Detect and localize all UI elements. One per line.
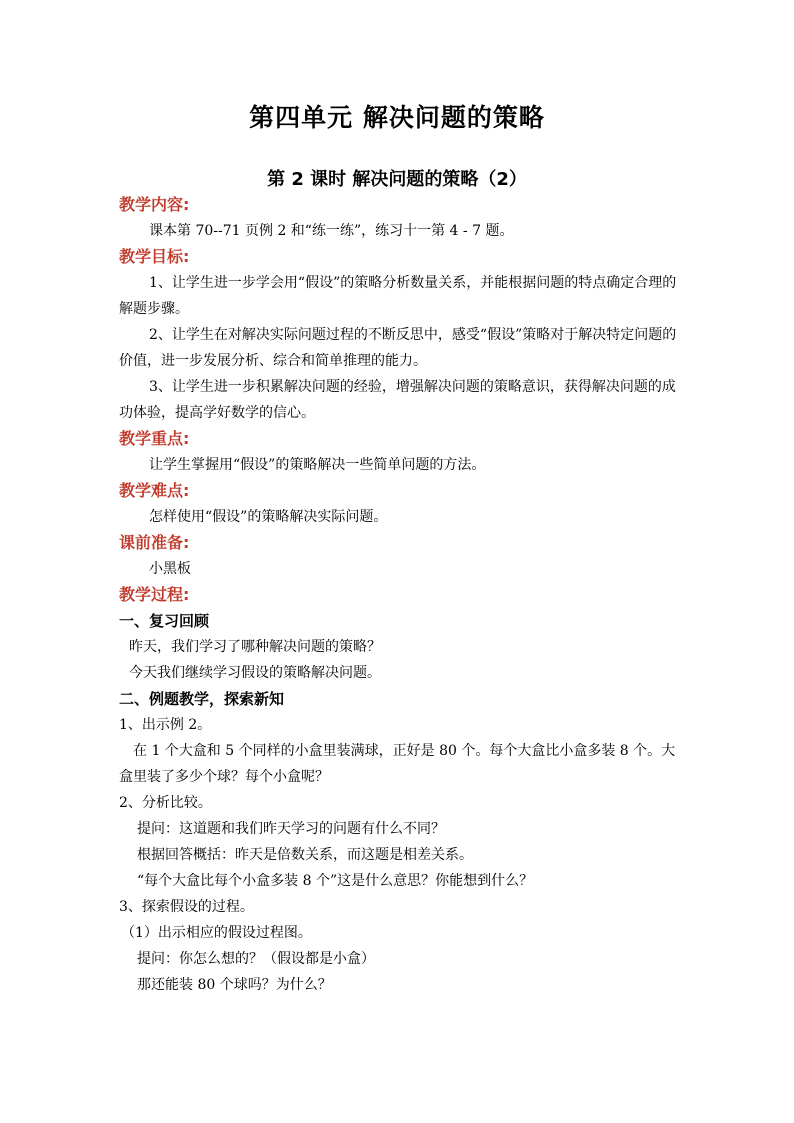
- document-body: [119, 192, 679, 998]
- part1-line2: 今天我们继续学习假设的策略解决问题。: [129, 665, 381, 681]
- step1: 1、出示例 2。: [119, 717, 212, 733]
- key-point-text: 让学生掌握用“假设”的策略解决一些简单问题的方法。: [149, 457, 486, 473]
- step2: 2、分析比较。: [119, 795, 212, 811]
- preparation-text: 小黑板: [149, 561, 191, 577]
- goal-3: 3、让学生进一步积累解决问题的经验，增强解决问题的策略意识，获得解决问题的成功体验，提高学好数学的信心。: [119, 379, 676, 421]
- question-5: 那还能装 80 个球吗？为什么？: [137, 977, 332, 993]
- heading-key-point: 教学重点:: [119, 429, 190, 448]
- question-3: “每个大盒比每个小盒多装 8 个”这是什么意思？你能想到什么？: [137, 873, 534, 889]
- question-4: 提问：你怎么想的？（假设都是小盒）: [137, 951, 375, 967]
- heading-difficulty: 教学难点:: [119, 481, 190, 500]
- example-text: 在 1 个大盒和 5 个同样的小盒里装满球，正好是 80 个。每个大盒比小盒多装 8 个。大盒里装了多少个球？每个小盒呢？: [119, 743, 676, 785]
- page-title: 第四单元 解决问题的策略: [249, 103, 545, 132]
- sub-step-1: （1）出示相应的假设过程图。: [121, 925, 312, 941]
- heading-preparation: 课前准备:: [119, 533, 190, 552]
- difficulty-text: 怎样使用“假设”的策略解决实际问题。: [149, 509, 388, 525]
- question-1: 提问：这道题和我们昨天学习的问题有什么不同？: [137, 821, 445, 837]
- teaching-content-text: 课本第 70--71 页例 2 和“练一练”，练习十一第 4 - 7 题。: [149, 223, 514, 239]
- goal-1: 1、让学生进一步学会用“假设”的策略分析数量关系，并能根据问题的特点确定合理的解题步骤。: [119, 275, 677, 317]
- question-2: 根据回答概括：昨天是倍数关系，而这题是相差关系。: [137, 847, 473, 863]
- part1-title: 一、复习回顾: [119, 612, 210, 630]
- heading-teaching-content: 教学内容:: [119, 195, 190, 214]
- part1-line1: 昨天，我们学习了哪种解决问题的策略？: [129, 639, 381, 655]
- part2-title: 二、例题教学，探索新知: [119, 690, 285, 708]
- lesson-subtitle: 第 2 课时 解决问题的策略（2）: [267, 169, 527, 190]
- goal-2: 2、让学生在对解决实际问题过程的不断反思中，感受“假设”策略对于解决特定问题的价值，进一步发展分析、综合和简单推理的能力。: [119, 327, 677, 369]
- step3: 3、探索假设的过程。: [119, 899, 254, 915]
- heading-process: 教学过程:: [119, 585, 190, 604]
- heading-teaching-goals: 教学目标:: [119, 247, 190, 266]
